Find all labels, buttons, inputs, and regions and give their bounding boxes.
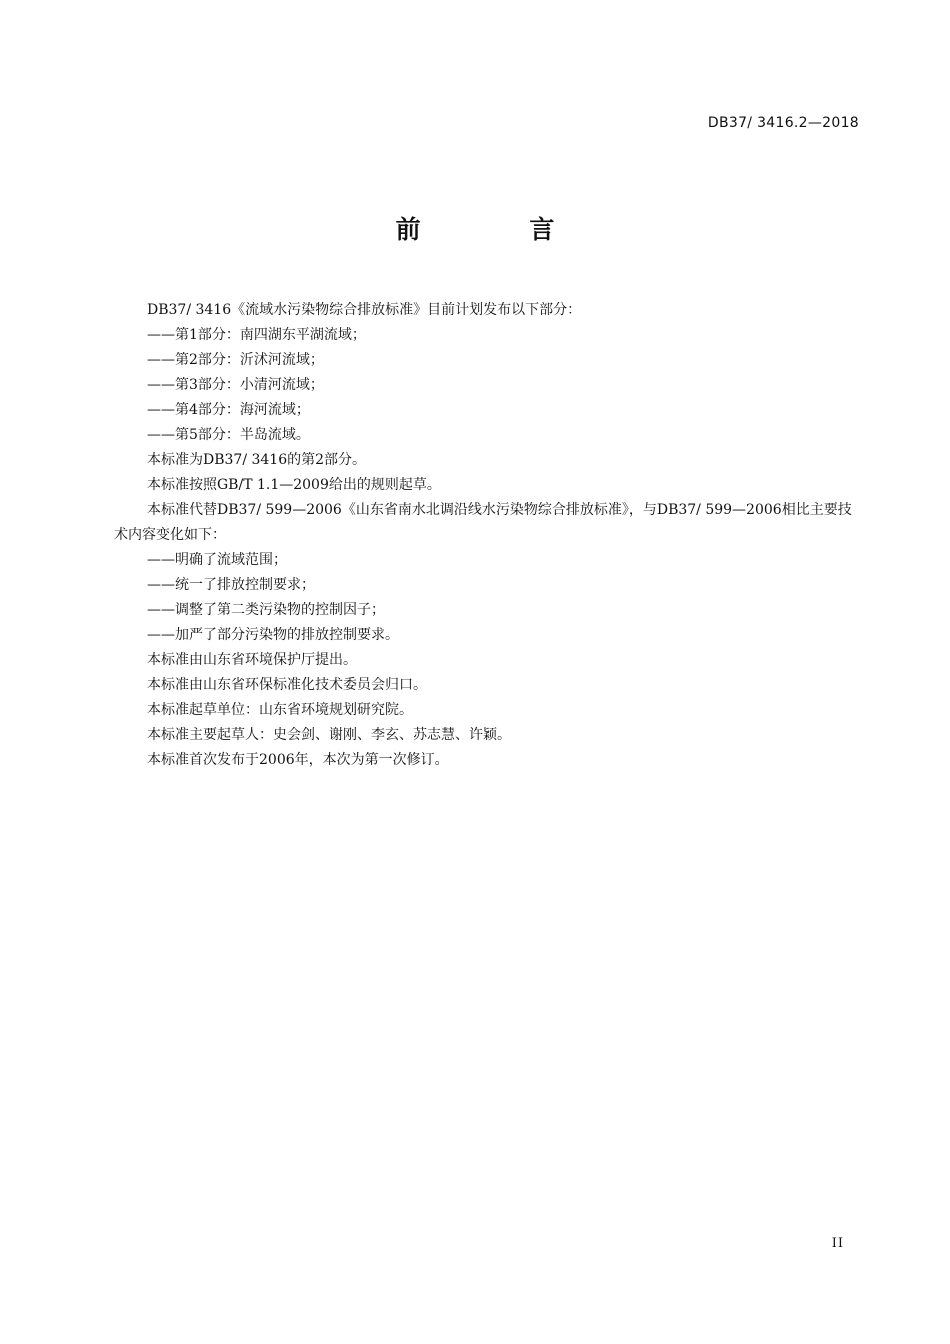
paragraph-drafting-unit: 本标准起草单位：山东省环境规划研究院。	[147, 702, 413, 718]
paragraph-drafting-rules: 本标准按照GB/T 1.1—2009给出的规则起草。	[147, 477, 441, 493]
list-item-part-2: ——第2部分：沂沭河流域；	[147, 352, 324, 368]
page-number: II	[831, 1236, 844, 1251]
list-item-change-1: ——明确了流域范围；	[147, 552, 287, 568]
list-item-part-3: ——第3部分：小清河流域；	[147, 377, 324, 393]
paragraph-part-statement: 本标准为DB37/ 3416的第2部分。	[147, 452, 367, 468]
list-item-change-3: ——调整了第二类污染物的控制因子；	[147, 602, 385, 618]
list-item-part-1: ——第1部分：南四湖东平湖流域；	[147, 327, 366, 343]
page-title: 前 言	[395, 215, 605, 244]
foreword-body	[114, 298, 860, 773]
paragraph-history: 本标准首次发布于2006年，本次为第一次修订。	[147, 752, 449, 768]
paragraph-drafters: 本标准主要起草人：史会剑、谢刚、李玄、苏志慧、许颖。	[147, 727, 511, 743]
list-item-change-2: ——统一了排放控制要求；	[147, 577, 315, 593]
list-item-part-4: ——第4部分：海河流域；	[147, 402, 310, 418]
document-number: DB37/ 3416.2—2018	[707, 115, 859, 131]
paragraph-intro: DB37/ 3416《流域水污染物综合排放标准》目前计划发布以下部分：	[147, 302, 582, 318]
list-item-change-4: ——加严了部分污染物的排放控制要求。	[147, 627, 399, 643]
paragraph-centralized-by: 本标准由山东省环保标准化技术委员会归口。	[147, 677, 427, 693]
paragraph-proposed-by: 本标准由山东省环境保护厅提出。	[147, 652, 357, 668]
list-item-part-5: ——第5部分：半岛流域。	[147, 427, 310, 443]
paragraph-replacement: 本标准代替DB37/ 599—2006《山东省南水北调沿线水污染物综合排放标准》，与DB37/ 599—2006相比主要技术内容变化如下：	[114, 502, 852, 543]
